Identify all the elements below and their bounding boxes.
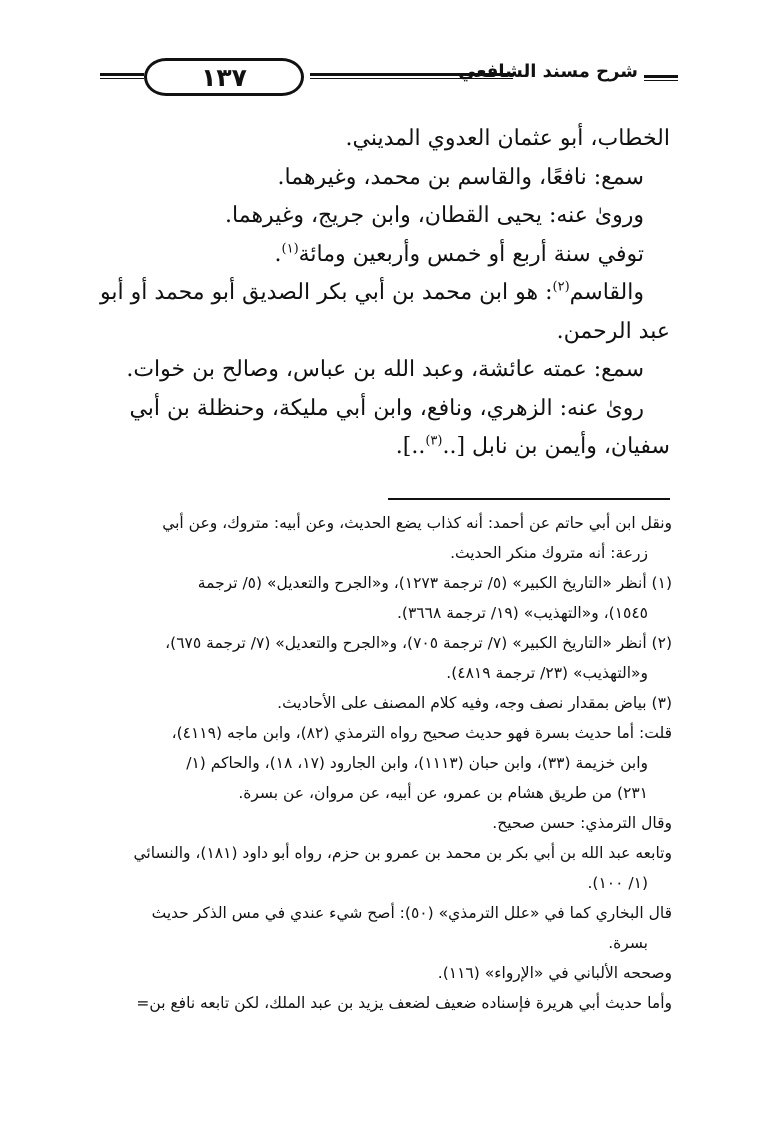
header-left-rule <box>100 73 144 79</box>
footnote-line: (١) أنظر «التاريخ الكبير» (٥/ ترجمة ١٢٧٣)، و«الجرح والتعديل» (٥/ ترجمة <box>197 574 672 592</box>
header-right-rule <box>644 75 678 81</box>
footnote-marker: (٣) <box>425 433 443 449</box>
main-line-text: والقاسم <box>569 280 644 305</box>
footnote-line: (٢) أنظر «التاريخ الكبير» (٧/ ترجمة ٧٠٥)، و«الجرح والتعديل» (٧/ ترجمة ٦٧٥)، <box>165 634 672 652</box>
main-line <box>102 274 670 313</box>
footnote-line: قال البخاري كما في «علل الترمذي» (٥٠): أصح شيء عندي في مس الذكر حديث <box>151 904 672 922</box>
footnote-line: ونقل ابن أبي حاتم عن أحمد: أنه كذاب يضع الحديث، وعن أبيه: متروك، وعن أبي <box>162 514 672 532</box>
main-line <box>102 428 670 467</box>
main-line-text: سفيان، وأيمن بن نابل [.. <box>442 434 670 459</box>
main-line-end: . <box>274 241 282 267</box>
main-line <box>102 236 670 275</box>
footnote-marker: (١) <box>281 241 299 257</box>
footnote-line: وقال الترمذي: حسن صحيح. <box>492 814 672 832</box>
footnote-line: زرعة: أنه متروك منكر الحديث. <box>450 544 648 562</box>
main-line: سمع: نافعًا، والقاسم بن محمد، وغيرهما. <box>277 164 644 190</box>
main-line: سمع: عمته عائشة، وعبد الله بن عباس، وصالح بن خوات. <box>126 357 644 382</box>
main-line: عبد الرحمن. <box>556 318 670 344</box>
main-line-end: ..]. <box>395 434 426 459</box>
footnote-line: وأما حديث أبي هريرة فإسناده ضعيف لضعف يزيد بن عبد الملك، لكن تابعه نافع بن= <box>136 994 672 1012</box>
footnote-line: (١/ ١٠٠). <box>587 874 648 892</box>
footnote-marker: (٢) <box>552 279 570 295</box>
footnote-line: وابن خزيمة (٣٣)، وابن حبان (١١١٣)، وابن الجارود (١٧، ١٨)، والحاكم (١/ <box>186 754 648 772</box>
book-title: شرح مسند الشافعي <box>458 61 638 82</box>
footnote-line: (٣) بياض بمقدار نصف وجه، وفيه كلام المصنف على الأحاديث. <box>277 694 672 712</box>
footnote-line: بسرة. <box>608 934 648 952</box>
main-line: الخطاب، أبو عثمان العدوي المديني. <box>345 126 670 151</box>
footnote-line: و«التهذيب» (٢٣/ ترجمة ٤٨١٩). <box>446 664 648 682</box>
page-number: ١٣٧ <box>201 62 247 92</box>
main-line-text: توفي سنة أربع أو خمس وأربعين ومائة <box>298 241 644 267</box>
footnotes <box>100 508 672 1018</box>
main-text <box>102 120 670 467</box>
footnote-line: وتابعه عبد الله بن أبي بكر بن محمد بن عمرو بن حزم، رواه أبو داود (١٨١)، والنسائي <box>133 844 672 862</box>
footnote-line: وصححه الألباني في «الإرواء» (١١٦). <box>437 964 672 982</box>
main-line: ورویٰ عنه: يحيى القطان، وابن جريج، وغيرهما. <box>225 203 644 228</box>
footnote-separator <box>388 498 670 500</box>
page-number-badge <box>144 58 304 96</box>
footnote-line: ٢٣١) من طريق هشام بن عمرو، عن أبيه، عن مروان، عن بسرة. <box>238 784 648 802</box>
footnote-line: قلت: أما حديث بسرة فهو حديث صحيح رواه الترمذي (٨٢)، وابن ماجه (٤١١٩)، <box>171 724 672 742</box>
main-line-text: : هو ابن محمد بن أبي بكر الصديق أبو محمد أو أبو <box>100 280 553 305</box>
page-header <box>100 58 678 102</box>
footnote-line: ١٥٤٥)، و«التهذيب» (١٩/ ترجمة ٣٦٦٨). <box>397 604 648 622</box>
main-line: رویٰ عنه: الزهري، ونافع، وابن أبي مليكة، وحنظلة بن أبي <box>129 395 644 421</box>
